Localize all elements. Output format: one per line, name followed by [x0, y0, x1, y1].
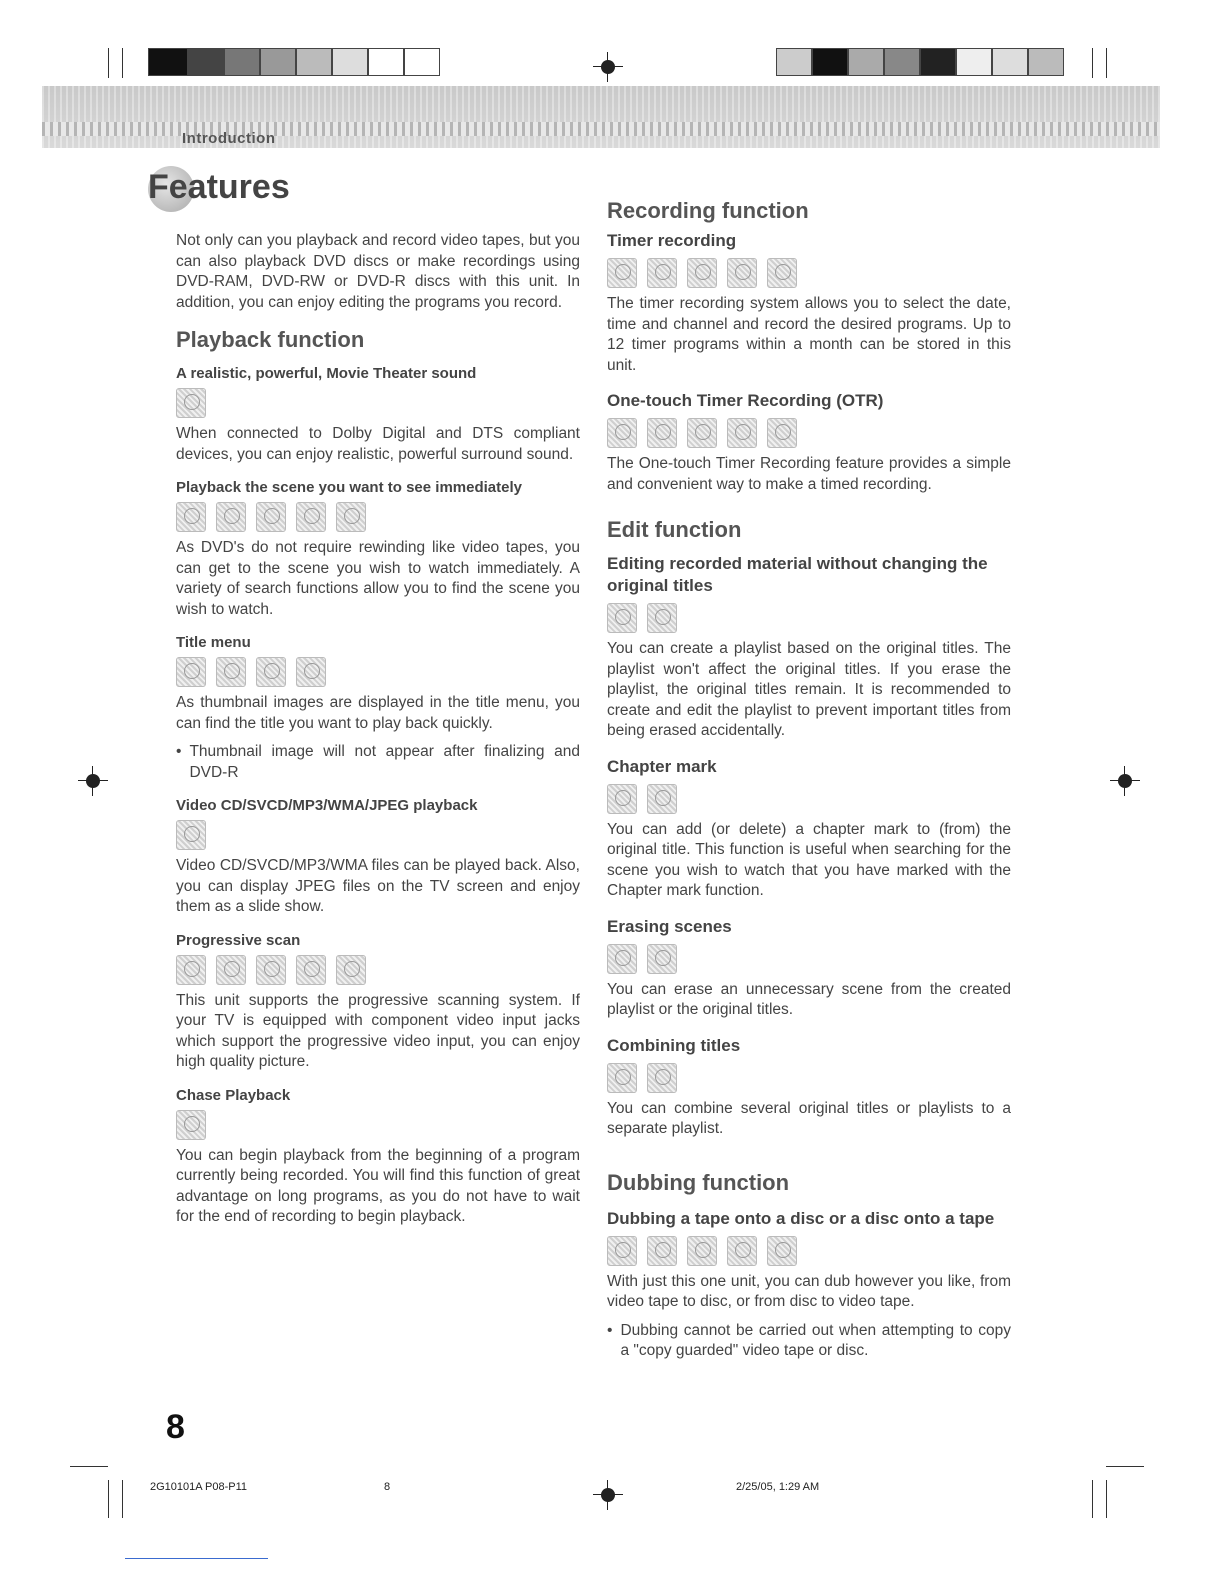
feature-text: You can create a playlist based on the original titles. The playlist won't affect the original titles. If you erase the playlist, the original titles remain. It is recommended to create and edit the playlist to prevent important titles from being erased accidentally.: [607, 640, 1011, 739]
feature-text: The One-touch Timer Recording feature provides a simple and convenient way to make a timed recording.: [607, 455, 1011, 493]
feature-text: As DVD's do not require rewinding like video tapes, you can get to the scene you wish to watch immediately. A variety of search functions allow you to find the scene you wish to watch.: [176, 539, 580, 618]
crop-mark: [1092, 1480, 1093, 1518]
disc-icons: [176, 502, 580, 534]
edit-section: [607, 553, 1011, 1140]
disc-type-icon: [607, 418, 637, 448]
disc-type-icon: [607, 603, 637, 633]
footer-code: 2G10101A P08-P11: [150, 1481, 248, 1493]
feature-text: This unit supports the progressive scanning system. If your TV is equipped with component video input jacks which support the progressive video input, you can enjoy high quality picture.: [176, 991, 580, 1070]
disc-type-icon: [296, 657, 326, 687]
disc-type-icon: [647, 418, 677, 448]
disc-icons: [176, 388, 580, 420]
feature-item: [607, 916, 1011, 1021]
disc-type-icon: [216, 502, 246, 532]
registration-crosshair-icon: [78, 766, 108, 796]
crop-mark: [122, 48, 123, 78]
edit-heading: Edit function: [607, 517, 742, 542]
crop-mark: [108, 1480, 109, 1518]
disc-type-icon: [767, 258, 797, 288]
dubbing-heading: Dubbing function: [607, 1169, 790, 1195]
disc-type-icon: [176, 502, 206, 532]
feature-item: [176, 1087, 580, 1228]
feature-title: Video CD/SVCD/MP3/WMA/JPEG playback: [176, 797, 478, 814]
crop-mark: [1106, 1466, 1144, 1467]
section-banner: [42, 86, 1160, 148]
feature-title: Progressive scan: [176, 931, 301, 949]
feature-item: [176, 479, 580, 620]
feature-item: [176, 797, 580, 918]
disc-icons: [607, 784, 1011, 816]
feature-item: [607, 756, 1011, 902]
feature-item: [607, 553, 1011, 742]
disc-type-icon: [687, 1236, 717, 1266]
right-column: [607, 198, 1011, 1362]
feature-title: Timer recording: [607, 231, 737, 250]
feature-text: With just this one unit, you can dub however you like, from video tape to disc, or from disc to video tape.: [607, 1272, 1011, 1310]
footer-page: 8: [384, 1481, 391, 1493]
recording-heading: Recording function: [607, 198, 809, 223]
disc-type-icon: [727, 1236, 757, 1266]
disc-type-icon: [296, 955, 326, 985]
feature-text: You can combine several original titles or playlists to a separate playlist.: [607, 1099, 1011, 1137]
registration-crosshair-icon: [593, 1480, 623, 1510]
crop-mark: [1092, 48, 1093, 78]
disc-type-icon: [647, 944, 677, 974]
feature-title: Chase Playback: [176, 1086, 291, 1104]
bullet-dot: •: [176, 743, 182, 760]
disc-icons: [607, 1063, 1011, 1095]
page-title: Features: [148, 168, 290, 206]
disc-type-icon: [727, 418, 757, 448]
feature-item: [176, 634, 580, 783]
disc-type-icon: [607, 1063, 637, 1093]
disc-icons: [176, 955, 580, 987]
bullet-text: Dubbing cannot be carried out when attempting to copy a "copy guarded" video tape or disc.: [620, 1321, 1011, 1359]
feature-title: Dubbing a tape onto a disc or a disc onto a tape: [607, 1208, 995, 1228]
disc-type-icon: [767, 1236, 797, 1266]
feature-text: You can erase an unnecessary scene from the created playlist or the original titles.: [607, 980, 1011, 1018]
disc-icons: [607, 1236, 1011, 1268]
disc-type-icon: [176, 955, 206, 985]
disc-type-icon: [336, 955, 366, 985]
footer-date: 2/25/05, 1:29 AM: [736, 1481, 820, 1493]
feature-text: The timer recording system allows you to select the date, time and channel and record the desired programs. Up to 12 timer programs within a month can be stored in this unit.: [607, 295, 1011, 374]
playback-section: [176, 365, 580, 1228]
disc-type-icon: [727, 258, 757, 288]
feature-title: Combining titles: [607, 1035, 741, 1055]
disc-type-icon: [687, 258, 717, 288]
disc-type-icon: [176, 1110, 206, 1140]
disc-type-icon: [256, 955, 286, 985]
feature-item: [176, 932, 580, 1073]
crop-mark: [122, 1480, 123, 1518]
registration-bar-right: [776, 48, 1064, 76]
disc-type-icon: [647, 784, 677, 814]
bullet-dot: •: [607, 1321, 613, 1339]
feature-text: You can add (or delete) a chapter mark to (from) the original title. This function is useful when searching for the scene you wish to watch that you have marked with the Chapter mark function.: [607, 820, 1011, 899]
registration-crosshair-icon: [593, 52, 623, 82]
note-bullet: [607, 1321, 1011, 1362]
disc-icons: [176, 1110, 580, 1142]
registration-bar-left: [148, 48, 440, 76]
note-bullet: [176, 742, 580, 783]
page-number: 8: [166, 1408, 185, 1446]
disc-icons: [607, 603, 1011, 635]
feature-text: You can begin playback from the beginning of a program currently being recorded. You will find this function of great advantage on long programs, as you do not have to wait for the end of recording to begin playback.: [176, 1146, 580, 1225]
disc-icons: [176, 820, 580, 852]
disc-type-icon: [607, 944, 637, 974]
feature-title: Erasing scenes: [607, 916, 732, 936]
disc-icons: [176, 657, 580, 689]
playback-heading: Playback function: [176, 327, 365, 352]
feature-item: [607, 390, 1011, 495]
footer-rule: [125, 1558, 268, 1559]
disc-type-icon: [607, 1236, 637, 1266]
feature-title: Title menu: [176, 634, 251, 651]
crop-mark: [1106, 1480, 1107, 1518]
disc-type-icon: [216, 955, 246, 985]
feature-item: [607, 1208, 1011, 1362]
disc-type-icon: [256, 657, 286, 687]
section-label: Introduction: [182, 130, 276, 147]
bullet-text: Thumbnail image will not appear after finalizing and DVD-R: [189, 743, 580, 781]
disc-type-icon: [687, 418, 717, 448]
feature-title: A realistic, powerful, Movie Theater sound: [176, 365, 477, 382]
feature-item: [176, 365, 580, 465]
disc-type-icon: [296, 502, 326, 532]
disc-type-icon: [256, 502, 286, 532]
disc-type-icon: [336, 502, 366, 532]
crop-mark: [70, 1466, 108, 1467]
disc-type-icon: [176, 388, 206, 418]
disc-type-icon: [607, 784, 637, 814]
intro-text: Not only can you playback and record video tapes, but you can also playback DVD discs or make recordings using DVD-RAM, DVD-RW or DVD-R discs with this unit. In addition, you can enjoy editing the programs you record.: [176, 232, 580, 311]
disc-icons: [607, 418, 1011, 450]
feature-text: Video CD/SVCD/MP3/WMA files can be played back. Also, you can display JPEG files on the TV screen and enjoy them as a slide show.: [176, 857, 580, 915]
registration-crosshair-icon: [1110, 766, 1140, 796]
disc-type-icon: [647, 1063, 677, 1093]
disc-type-icon: [216, 657, 246, 687]
left-column: [176, 231, 580, 1228]
feature-item: [607, 230, 1011, 376]
recording-section: [607, 230, 1011, 495]
feature-text: When connected to Dolby Digital and DTS compliant devices, you can enjoy realistic, powerful surround sound.: [176, 425, 580, 463]
crop-mark: [108, 48, 109, 78]
feature-title: One-touch Timer Recording (OTR): [607, 391, 884, 410]
disc-type-icon: [607, 258, 637, 288]
feature-title: Playback the scene you want to see immediately: [176, 479, 522, 496]
feature-title: Chapter mark: [607, 756, 717, 776]
disc-icons: [607, 258, 1011, 290]
disc-type-icon: [176, 657, 206, 687]
disc-type-icon: [647, 258, 677, 288]
disc-type-icon: [767, 418, 797, 448]
disc-icons: [607, 944, 1011, 976]
feature-text: As thumbnail images are displayed in the title menu, you can find the title you want to play back quickly.: [176, 694, 580, 732]
disc-type-icon: [647, 603, 677, 633]
feature-title: Editing recorded material without changing the original titles: [607, 554, 988, 595]
crop-mark: [1106, 48, 1107, 78]
feature-item: [607, 1035, 1011, 1140]
disc-type-icon: [647, 1236, 677, 1266]
dubbing-section: [607, 1208, 1011, 1362]
disc-type-icon: [176, 820, 206, 850]
